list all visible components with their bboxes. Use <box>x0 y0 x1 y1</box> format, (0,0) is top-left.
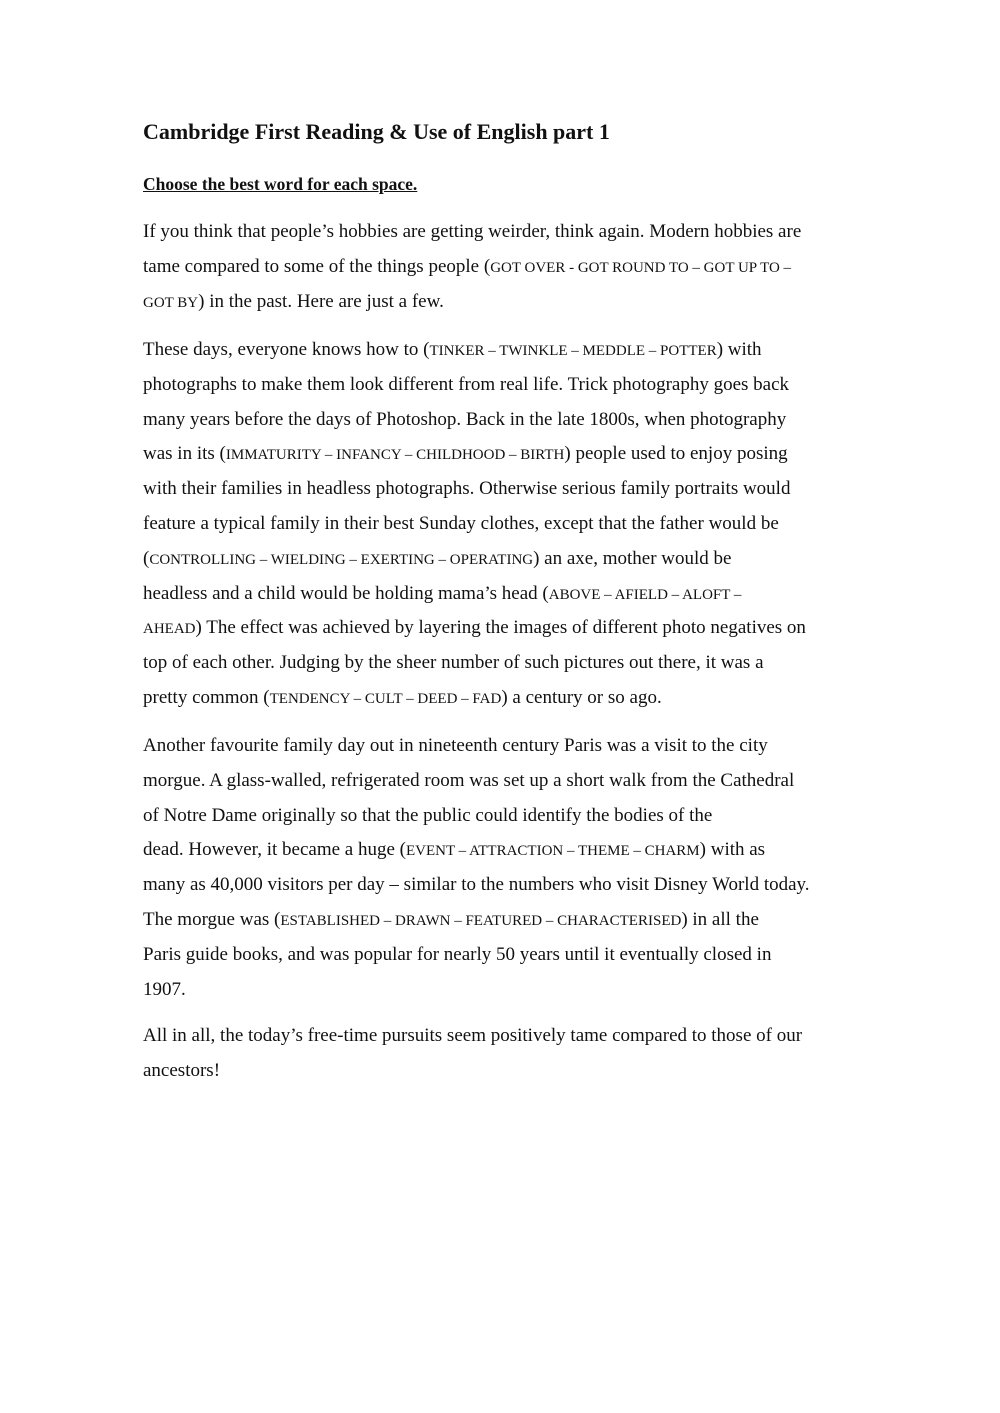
text-run: ( <box>143 547 150 569</box>
text-line <box>143 472 858 507</box>
answer-options: TINKER – TWINKLE – MEDDLE – POTTER <box>429 343 717 359</box>
paragraph-3 <box>143 729 858 1007</box>
text-line <box>143 437 858 472</box>
answer-options: IMMATURITY – INFANCY – CHILDHOOD – BIRTH <box>225 447 565 464</box>
text-line <box>143 577 858 612</box>
text-run: was in its ( <box>143 443 226 465</box>
text-line <box>143 1019 858 1054</box>
text-line <box>143 729 858 764</box>
text-run: feature a typical family in their best Sunday clothes, except that the father would be <box>143 512 779 534</box>
text-run: ) with as <box>699 839 766 861</box>
text-line <box>143 938 858 973</box>
text-run: with their families in headless photographs. Otherwise serious family portraits would <box>143 478 791 500</box>
text-run: ancestors! <box>143 1059 221 1081</box>
paragraph-4 <box>143 1019 858 1089</box>
text-run: ) in the past. Here are just a few. <box>198 290 444 312</box>
answer-options: TENDENCY – CULT – DEED – FAD <box>269 690 502 707</box>
text-run: ) The effect was achieved by layering the images of different photo negatives on <box>195 617 806 639</box>
text-line <box>143 973 858 1008</box>
instruction-heading: Choose the best word for each space. <box>143 174 418 194</box>
text-run: Paris guide books, and was popular for nearly 50 years until it eventually closed in <box>143 943 772 965</box>
text-run: ) an axe, mother would be <box>533 547 732 569</box>
text-line <box>143 507 858 542</box>
text-run: morgue. A glass-walled, refrigerated room was set up a short walk from the Cathedral <box>143 769 795 791</box>
paragraph-1 <box>143 215 858 319</box>
answer-options: CONTROLLING – WIELDING – EXERTING – OPERATING <box>149 551 534 568</box>
text-line <box>143 333 858 368</box>
text-line <box>143 799 858 834</box>
text-run: of Notre Dame originally so that the public could identify the bodies of the <box>143 804 713 826</box>
text-line <box>143 681 858 716</box>
text-line <box>143 646 858 681</box>
text-run: Another favourite family day out in nineteenth century Paris was a visit to the city <box>143 735 768 756</box>
text-line <box>143 611 858 646</box>
text-run: These days, everyone knows how to ( <box>143 339 430 360</box>
paragraph-2 <box>143 333 858 716</box>
text-run: All in all, the today’s free-time pursuits seem positively tame compared to those of our <box>143 1025 803 1046</box>
text-run: The morgue was ( <box>143 908 281 930</box>
text-run: ) a century or so ago. <box>501 686 662 708</box>
answer-options: ESTABLISHED – DRAWN – FEATURED – CHARACTERISED <box>280 912 682 929</box>
text-line <box>143 215 858 250</box>
text-line <box>143 368 858 403</box>
answer-options: ABOVE – AFIELD – ALOFT – <box>548 586 742 603</box>
text-run: ) people used to enjoy posing <box>564 443 788 465</box>
text-run: ) with <box>716 339 762 360</box>
text-line <box>143 1054 858 1089</box>
text-run: many years before the days of Photoshop. Back in the late 1800s, when photography <box>143 408 787 430</box>
text-run: ) in all the <box>681 908 759 930</box>
text-line <box>143 868 858 903</box>
text-line <box>143 903 858 938</box>
text-line <box>143 542 858 577</box>
text-run: pretty common ( <box>143 686 270 708</box>
text-line <box>143 764 858 799</box>
text-run: headless and a child would be holding mama’s head ( <box>143 582 549 604</box>
text-line <box>143 403 858 438</box>
text-line <box>143 285 858 320</box>
answer-options: AHEAD <box>143 621 196 638</box>
answer-options: EVENT – ATTRACTION – THEME – CHARM <box>406 843 700 860</box>
text-run: dead. However, it became a huge ( <box>143 839 407 861</box>
text-run: top of each other. Judging by the sheer number of such pictures out there, it was a <box>143 652 764 674</box>
text-run: If you think that people’s hobbies are getting weirder, think again. Modern hobbies are <box>143 221 802 242</box>
text-line <box>143 250 858 285</box>
text-run: photographs to make them look different from real life. Trick photography goes back <box>143 373 790 395</box>
page-title: Cambridge First Reading & Use of English part 1 <box>143 119 610 144</box>
text-run: 1907. <box>143 978 186 1000</box>
text-line <box>143 833 858 868</box>
answer-options: GOT BY <box>143 294 199 311</box>
answer-options: GOT OVER - GOT ROUND TO – GOT UP TO – <box>490 259 792 276</box>
text-run: tame compared to some of the things people ( <box>143 255 491 277</box>
text-run: many as 40,000 visitors per day – similar to the numbers who visit Disney World today. <box>143 874 810 896</box>
